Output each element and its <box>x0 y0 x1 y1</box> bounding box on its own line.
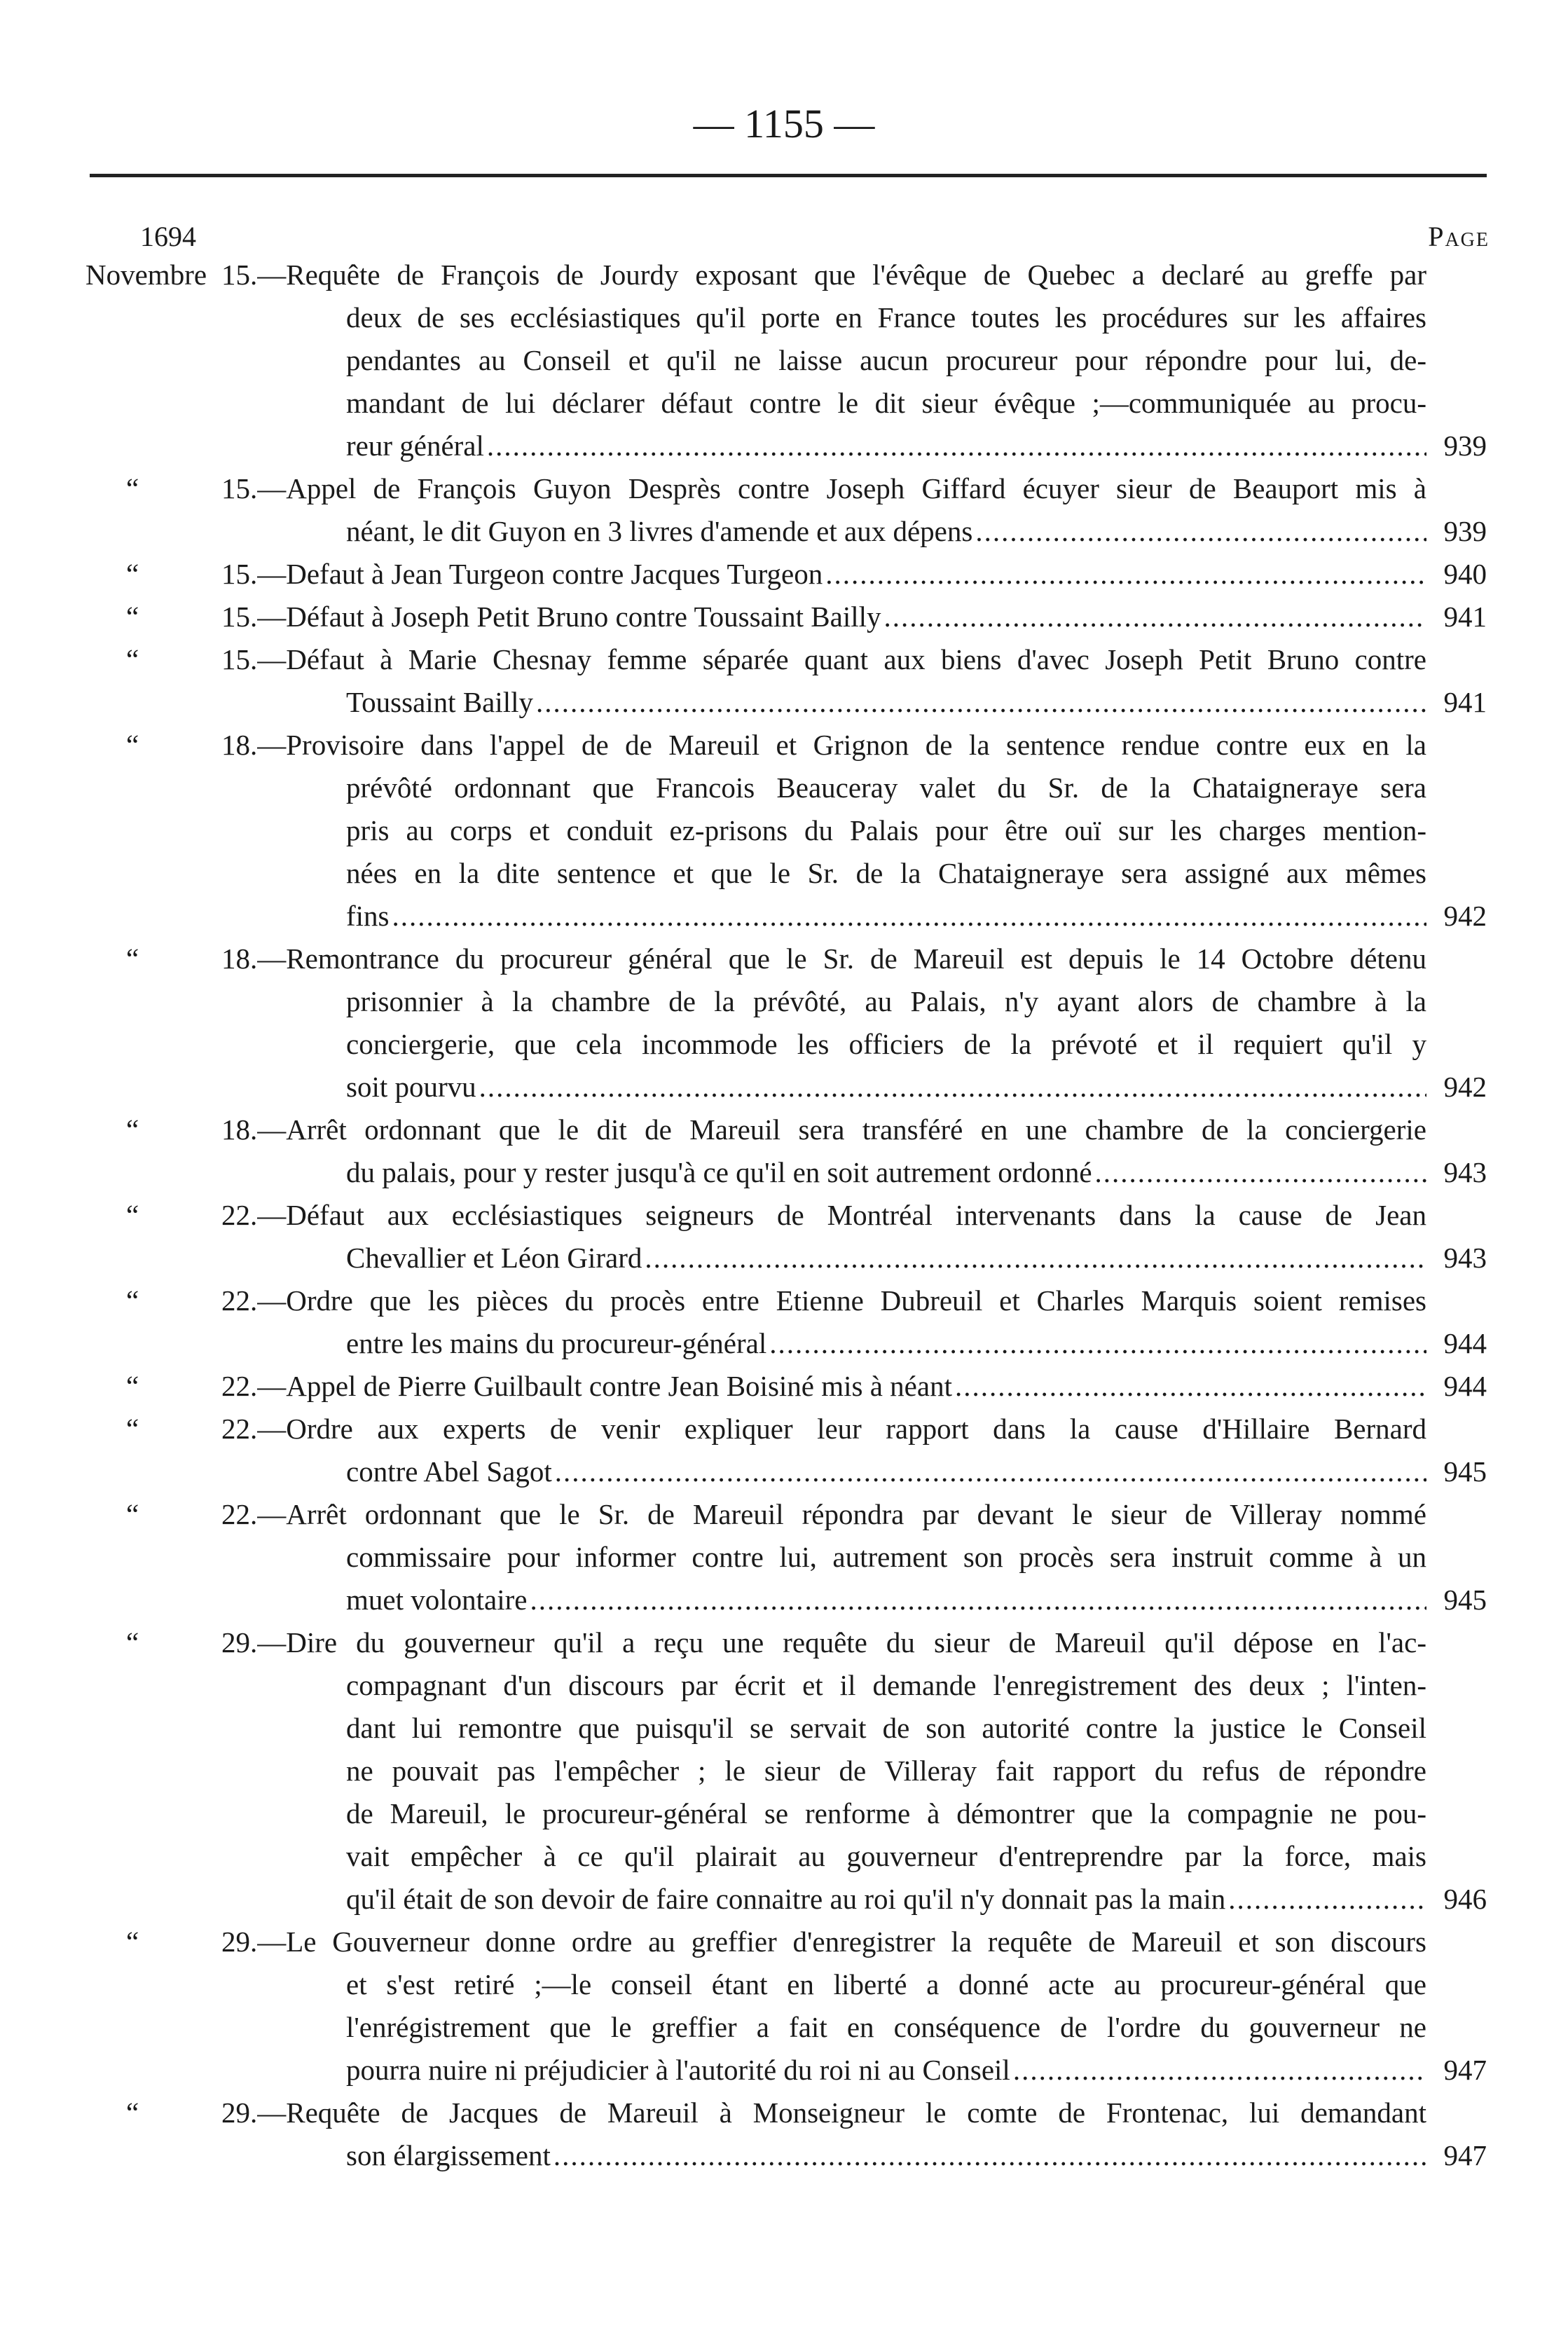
entry-text: —Provisoire dans l'appel de de Mareuil et Grignon de la sentence rendue contre eux en la <box>257 729 1426 761</box>
page-reference: 941 <box>1443 600 1487 633</box>
dot-leader <box>884 596 1426 638</box>
entry-line <box>0 1579 1568 1621</box>
page-number: — 1155 — <box>693 101 875 146</box>
entry-line <box>0 1194 1568 1237</box>
ditto-mark: “ <box>126 600 139 633</box>
ditto-mark: “ <box>126 1925 139 1958</box>
entry-line <box>0 638 1568 681</box>
entry-text: —Ordre que les pièces du procès entre Etienne Dubreuil et Charles Marquis soient remises <box>257 1284 1426 1317</box>
entry-text-final: contre Abel Sagot <box>346 1455 552 1488</box>
entry-line <box>0 1365 1568 1408</box>
index-entry <box>0 596 1568 638</box>
entry-text-final: du palais, pour y rester jusqu'à ce qu'il en soit autrement ordonné <box>346 1156 1092 1188</box>
entry-line <box>0 1664 1568 1707</box>
entry-day: 29. <box>221 1626 258 1659</box>
index-entry <box>0 638 1568 724</box>
entry-text: —Défaut aux ecclésiastiques seigneurs de Montréal intervenants dans la cause de Jean <box>257 1199 1426 1231</box>
entry-line <box>0 980 1568 1023</box>
entry-text: mandant de lui déclarer défaut contre le dit sieur évêque ;—communiquée au procu- <box>346 387 1426 419</box>
entry-text-final: Chevallier et Léon Girard <box>346 1242 642 1274</box>
dot-leader <box>1013 2049 1426 2092</box>
page-reference: 944 <box>1443 1370 1487 1402</box>
entry-line <box>0 1878 1568 1921</box>
entry-line <box>0 809 1568 852</box>
entry-line <box>0 2006 1568 2049</box>
ditto-mark: “ <box>126 1413 139 1445</box>
entry-text: —Ordre aux experts de venir expliquer leur rapport dans la cause d'Hillaire Bernard <box>257 1413 1426 1445</box>
entry-line <box>0 1322 1568 1365</box>
entry-day: 15. <box>221 259 258 291</box>
index-entry <box>0 2092 1568 2177</box>
page-reference: 939 <box>1443 515 1487 547</box>
entry-day: 22. <box>221 1413 258 1445</box>
year-heading: 1694 <box>140 221 196 252</box>
entry-text: prisonnier à la chambre de la prévôté, au Palais, n'y ayant alors de chambre à la <box>346 985 1426 1017</box>
index-entries <box>0 254 1568 2177</box>
page-reference: 940 <box>1443 558 1487 590</box>
index-entry <box>0 1408 1568 1493</box>
entry-line <box>0 296 1568 339</box>
entry-line <box>0 1237 1568 1279</box>
page-reference: 944 <box>1443 1327 1487 1359</box>
index-entry <box>0 1493 1568 1621</box>
entry-line <box>0 1750 1568 1792</box>
index-entry <box>0 724 1568 938</box>
ditto-mark: “ <box>126 1626 139 1659</box>
entry-line <box>0 1450 1568 1493</box>
entry-text: nées en la dite sentence et que le Sr. de la Chataigneraye sera assigné aux mêmes <box>346 857 1426 889</box>
entry-text: —Requête de Jacques de Mareuil à Monseigneur le comte de Frontenac, lui demandant <box>257 2096 1426 2129</box>
entry-text: —Arrêt ordonnant que le dit de Mareuil sera transféré en une chambre de la conciergerie <box>257 1113 1426 1146</box>
ditto-mark: “ <box>126 558 139 590</box>
entry-text: compagnant d'un discours par écrit et il demande l'enregistrement des deux ; l'inten- <box>346 1669 1426 1701</box>
entry-line <box>0 724 1568 767</box>
month-label: Novembre <box>85 259 207 291</box>
entry-line <box>0 1023 1568 1066</box>
dot-leader <box>1228 1878 1426 1921</box>
page-reference: 945 <box>1443 1584 1487 1616</box>
index-entry <box>0 1921 1568 2092</box>
index-entry <box>0 467 1568 553</box>
dot-leader <box>479 1066 1426 1108</box>
entry-line <box>0 510 1568 553</box>
entry-text: et s'est retiré ;—le conseil étant en liberté a donné acte au procureur-général que <box>346 1968 1426 2000</box>
entry-day: 15. <box>221 472 258 504</box>
entry-text: dant lui remontre que puisqu'il se servait de son autorité contre la justice le Conseil <box>346 1712 1426 1744</box>
header-rule <box>90 174 1487 177</box>
entry-text-final: Toussaint Bailly <box>346 686 534 718</box>
index-entry <box>0 1279 1568 1365</box>
entry-text-final: soit pourvu <box>346 1071 476 1103</box>
index-entry <box>0 938 1568 1108</box>
entry-day: 18. <box>221 729 258 761</box>
entry-text: conciergerie, que cela incommode les officiers de la prévoté et il requiert qu'il y <box>346 1028 1426 1060</box>
entry-line <box>0 1108 1568 1151</box>
entry-line <box>0 1408 1568 1450</box>
entry-text-final: son élargissement <box>346 2139 551 2171</box>
entry-text: —Appel de François Guyon Desprès contre Joseph Giffard écuyer sieur de Beauport mis à <box>257 472 1426 504</box>
entry-text-final: —Appel de Pierre Guilbault contre Jean Boisiné mis à néant <box>257 1370 952 1402</box>
dot-leader <box>955 1365 1426 1408</box>
ditto-mark: “ <box>126 1370 139 1402</box>
entry-day: 29. <box>221 1925 258 1958</box>
dot-leader <box>530 1579 1426 1621</box>
entry-line <box>0 767 1568 809</box>
entry-line <box>0 895 1568 938</box>
entry-line <box>0 553 1568 596</box>
dot-leader <box>645 1237 1426 1279</box>
ditto-mark: “ <box>126 729 139 761</box>
ditto-mark: “ <box>126 643 139 675</box>
index-entry <box>0 553 1568 596</box>
entry-text: ne pouvait pas l'empêcher ; le sieur de Villeray fait rapport du refus de répondre <box>346 1755 1426 1787</box>
entry-text: —Dire du gouverneur qu'il a reçu une requête du sieur de Mareuil qu'il dépose en l'ac- <box>257 1626 1426 1659</box>
entry-text: —Remontrance du procureur général que le Sr. de Mareuil est depuis le 14 Octobre détenu <box>257 942 1426 975</box>
entry-day: 22. <box>221 1284 258 1317</box>
entry-line <box>0 2134 1568 2177</box>
entry-line <box>0 1279 1568 1322</box>
entry-line <box>0 2092 1568 2134</box>
page-reference: 943 <box>1443 1242 1487 1274</box>
index-entry <box>0 1108 1568 1194</box>
entry-text-final: —Défaut à Joseph Petit Bruno contre Toussaint Bailly <box>257 600 881 633</box>
dot-leader <box>487 425 1426 467</box>
entry-text-final: entre les mains du procureur-général <box>346 1327 767 1359</box>
page-reference: 941 <box>1443 686 1487 718</box>
dot-leader <box>392 895 1427 938</box>
ditto-mark: “ <box>126 2096 139 2129</box>
entry-day: 29. <box>221 2096 258 2129</box>
entry-text: —Requête de François de Jourdy exposant que l'évêque de Quebec a declaré au greffe par <box>257 259 1426 291</box>
entry-line <box>0 596 1568 638</box>
entry-text-final: pourra nuire ni préjudicier à l'autorité du roi ni au Conseil <box>346 2054 1010 2086</box>
entry-text: —Défaut à Marie Chesnay femme séparée quant aux biens d'avec Joseph Petit Bruno contre <box>257 643 1426 675</box>
entry-text: —Arrêt ordonnant que le Sr. de Mareuil répondra par devant le sieur de Villeray nommé <box>257 1498 1426 1530</box>
entry-line <box>0 681 1568 724</box>
entry-text: de Mareuil, le procureur-général se renforme à démontrer que la compagnie ne pou- <box>346 1797 1426 1829</box>
page-reference: 942 <box>1443 1071 1487 1103</box>
page-reference: 945 <box>1443 1455 1487 1488</box>
entry-text: pendantes au Conseil et qu'il ne laisse aucun procureur pour répondre pour lui, de- <box>346 344 1426 376</box>
entry-line <box>0 2049 1568 2092</box>
index-entry <box>0 254 1568 467</box>
page-reference: 946 <box>1443 1883 1487 1915</box>
entry-line <box>0 1835 1568 1878</box>
entry-text-final: muet volontaire <box>346 1584 528 1616</box>
entry-line <box>0 1707 1568 1750</box>
dot-leader <box>536 681 1426 724</box>
entry-line <box>0 467 1568 510</box>
entry-text-final: néant, le dit Guyon en 3 livres d'amende et aux dépens <box>346 515 973 547</box>
entry-line <box>0 425 1568 467</box>
entry-line <box>0 1921 1568 1963</box>
entry-day: 15. <box>221 643 258 675</box>
entry-day: 18. <box>221 1113 258 1146</box>
entry-text: vait empêcher à ce qu'il plairait au gouverneur d'entreprendre par la force, mais <box>346 1840 1426 1872</box>
page-reference: 947 <box>1443 2054 1487 2086</box>
entry-line <box>0 1792 1568 1835</box>
ditto-mark: “ <box>126 1113 139 1146</box>
entry-day: 22. <box>221 1498 258 1530</box>
entry-line <box>0 852 1568 895</box>
dot-leader <box>553 2134 1426 2177</box>
ditto-mark: “ <box>126 1199 139 1231</box>
entry-text-final: —Defaut à Jean Turgeon contre Jacques Turgeon <box>257 558 823 590</box>
entry-line <box>0 339 1568 382</box>
entry-line <box>0 1151 1568 1194</box>
dot-leader <box>975 510 1426 553</box>
entry-day: 22. <box>221 1370 258 1402</box>
entry-day: 18. <box>221 942 258 975</box>
entry-text: l'enrégistrement que le greffier a fait en conséquence de l'ordre du gouverneur ne <box>346 2011 1426 2043</box>
entry-text-final: qu'il était de son devoir de faire connaitre au roi qu'il n'y donnait pas la main <box>346 1883 1226 1915</box>
entry-day: 15. <box>221 600 258 633</box>
index-entry <box>0 1194 1568 1279</box>
entry-day: 22. <box>221 1199 258 1231</box>
entry-text: —Le Gouverneur donne ordre au greffier d'enregistrer la requête de Mareuil et son discours <box>257 1925 1426 1958</box>
entry-text: pris au corps et conduit ez-prisons du Palais pour être ouï sur les charges mention- <box>346 814 1426 846</box>
ditto-mark: “ <box>126 472 139 504</box>
dot-leader <box>1095 1151 1426 1194</box>
page-column-heading: Page <box>1428 221 1490 252</box>
entry-text-final: reur général <box>346 430 484 462</box>
entry-line <box>0 1621 1568 1664</box>
page-reference: 947 <box>1443 2139 1487 2171</box>
entry-line <box>0 1963 1568 2006</box>
entry-text: commissaire pour informer contre lui, autrement son procès sera instruit comme à un <box>346 1541 1426 1573</box>
page-reference: 942 <box>1443 900 1487 932</box>
index-entry <box>0 1365 1568 1408</box>
entry-text: prévôté ordonnant que Francois Beauceray valet du Sr. de la Chataigneraye sera <box>346 771 1426 804</box>
entry-line <box>0 1536 1568 1579</box>
dot-leader <box>555 1450 1426 1493</box>
ditto-mark: “ <box>126 1284 139 1317</box>
ditto-mark: “ <box>126 942 139 975</box>
dot-leader <box>825 553 1426 596</box>
entry-text: deux de ses ecclésiastiques qu'il porte en France toutes les procédures sur les affaires <box>346 301 1426 334</box>
entry-line <box>0 1493 1568 1536</box>
dot-leader <box>769 1322 1426 1365</box>
index-entry <box>0 1621 1568 1921</box>
entry-line <box>0 938 1568 980</box>
entry-day: 15. <box>221 558 258 590</box>
entry-line <box>0 254 1568 296</box>
ditto-mark: “ <box>126 1498 139 1530</box>
page-reference: 939 <box>1443 430 1487 462</box>
entry-line <box>0 1066 1568 1108</box>
entry-text-final: fins <box>346 900 390 932</box>
page-reference: 943 <box>1443 1156 1487 1188</box>
entry-line <box>0 382 1568 425</box>
